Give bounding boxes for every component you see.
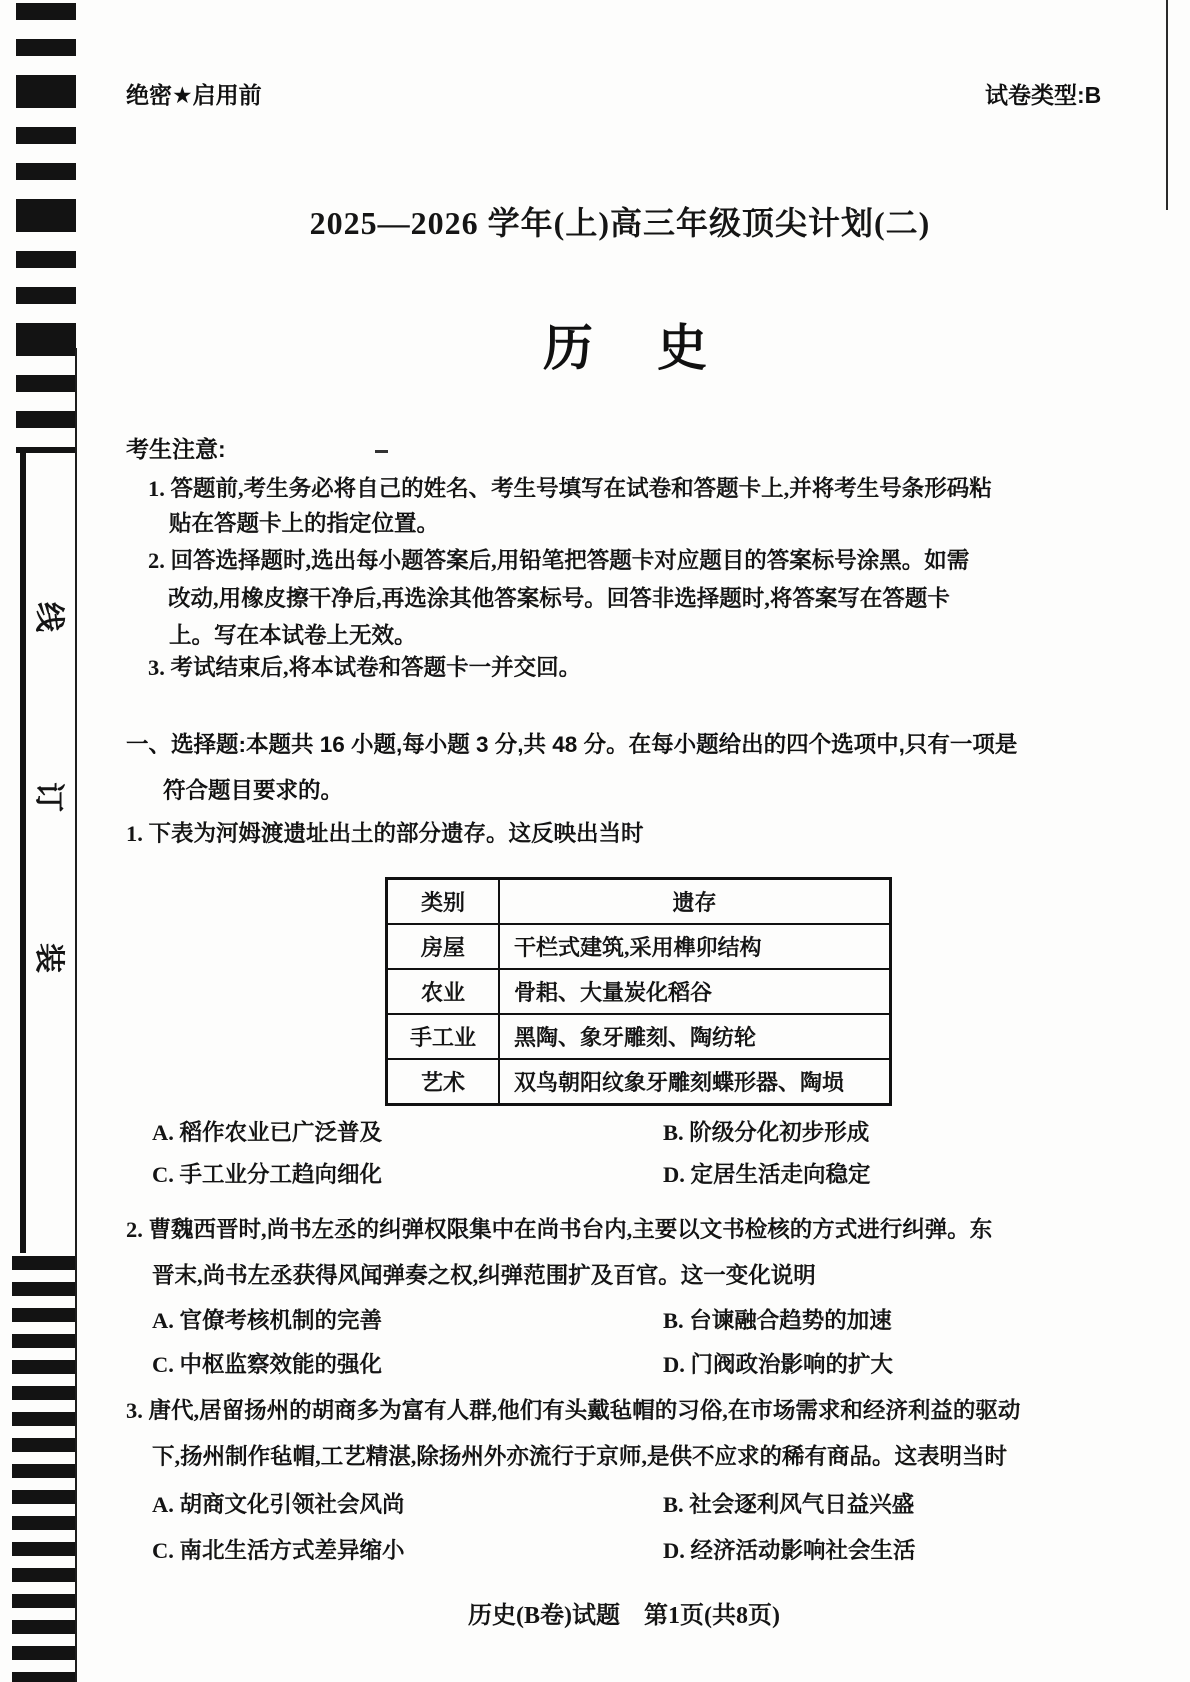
- table-cell-category: 房屋: [387, 924, 500, 969]
- question-1-option-d: D. 定居生活走向稳定: [663, 1162, 871, 1187]
- table-header-relics: 遗存: [499, 879, 891, 925]
- page-footer: 历史(B卷)试题 第1页(共8页): [468, 1603, 780, 1629]
- notice-label: 考生注意:: [126, 436, 226, 462]
- paper-type-label: 试卷类型:B: [985, 82, 1102, 108]
- question-2-option-b: B. 台谏融合趋势的加速: [663, 1308, 892, 1333]
- table-cell-desc: 黑陶、象牙雕刻、陶纺轮: [499, 1014, 891, 1059]
- question-2-stem-line-1: 2. 曹魏西晋时,尚书左丞的纠弹权限集中在尚书台内,主要以文书检核的方式进行纠弹。东: [126, 1217, 993, 1242]
- binding-marks-bottom: [12, 1256, 75, 1682]
- binding-line-thin: [75, 348, 77, 1682]
- question-1-stem: 1. 下表为河姆渡遗址出土的部分遗存。这反映出当时: [126, 821, 644, 846]
- question-2-stem-line-2: 晋末,尚书左丞获得风闻弹奏之权,纠弹范围扩及百官。这一变化说明: [152, 1263, 816, 1288]
- binding-char-zhuang: 装: [32, 943, 65, 973]
- page-edge-line: [1166, 0, 1168, 210]
- binding-line-thick: [20, 448, 26, 1253]
- scan-artifact-dash: [375, 450, 388, 453]
- question-3-option-d: D. 经济活动影响社会生活: [663, 1538, 916, 1563]
- table-header-row: [387, 879, 891, 925]
- section-heading-line-1: 一、选择题:本题共 16 小题,每小题 3 分,共 48 分。在每小题给出的四个选项中,只有一项是: [126, 732, 1018, 757]
- question-2-option-d: D. 门阀政治影响的扩大: [663, 1352, 893, 1377]
- notice-item-2-line-2: 改动,用橡皮擦干净后,再选涂其他答案标号。回答非选择题时,将答案写在答题卡: [168, 586, 950, 611]
- section-heading-line-2: 符合题目要求的。: [163, 778, 344, 803]
- question-2-option-c: C. 中枢监察效能的强化: [152, 1352, 382, 1377]
- table-row: [387, 924, 891, 969]
- question-3-stem-line-2: 下,扬州制作毡帽,工艺精湛,除扬州外亦流行于京师,是供不应求的稀有商品。这表明当时: [152, 1444, 1008, 1469]
- notice-item-2-line-3: 上。写在本试卷上无效。: [169, 623, 417, 648]
- binding-marks-top: [16, 3, 76, 453]
- question-2-option-a: A. 官僚考核机制的完善: [152, 1308, 382, 1333]
- table-header-category: 类别: [387, 879, 500, 925]
- relics-table: [385, 877, 892, 1106]
- question-3-option-a: A. 胡商文化引领社会风尚: [152, 1492, 405, 1517]
- subject-title: 历史: [543, 320, 771, 376]
- table-row: [387, 1014, 891, 1059]
- question-1-option-b: B. 阶级分化初步形成: [663, 1120, 870, 1145]
- table-row: [387, 969, 891, 1014]
- table-cell-category: 农业: [387, 969, 500, 1014]
- table-cell-desc: 干栏式建筑,采用榫卯结构: [499, 924, 891, 969]
- table-cell-desc: 骨耜、大量炭化稻谷: [499, 969, 891, 1014]
- binding-char-ding: 订: [32, 782, 65, 812]
- question-3-option-b: B. 社会逐利风气日益兴盛: [663, 1492, 915, 1517]
- table-row: [387, 1059, 891, 1105]
- table-cell-category: 艺术: [387, 1059, 500, 1105]
- notice-item-3-line-1: 3. 考试结束后,将本试卷和答题卡一并交回。: [148, 655, 582, 680]
- question-1-option-c: C. 手工业分工趋向细化: [152, 1162, 382, 1187]
- question-3-option-c: C. 南北生活方式差异缩小: [152, 1538, 405, 1563]
- table-cell-desc: 双鸟朝阳纹象牙雕刻蝶形器、陶埙: [499, 1059, 891, 1105]
- notice-item-2-line-1: 2. 回答选择题时,选出每小题答案后,用铅笔把答题卡对应题目的答案标号涂黑。如需: [148, 548, 970, 573]
- question-1-option-a: A. 稻作农业已广泛普及: [152, 1120, 382, 1145]
- binding-char-xian: 线: [32, 602, 65, 632]
- notice-item-1-line-1: 1. 答题前,考生务必将自己的姓名、考生号填写在试卷和答题卡上,并将考生号条形码粘: [148, 476, 992, 501]
- security-classification-label: 绝密★启用前: [126, 82, 262, 108]
- notice-item-1-line-2: 贴在答题卡上的指定位置。: [169, 511, 440, 536]
- table-cell-category: 手工业: [387, 1014, 500, 1059]
- question-3-stem-line-1: 3. 唐代,居留扬州的胡商多为富有人群,他们有头戴毡帽的习俗,在市场需求和经济利益的驱动: [126, 1398, 1021, 1423]
- exam-title: 2025—2026 学年(上)高三年级顶尖计划(二): [309, 205, 931, 241]
